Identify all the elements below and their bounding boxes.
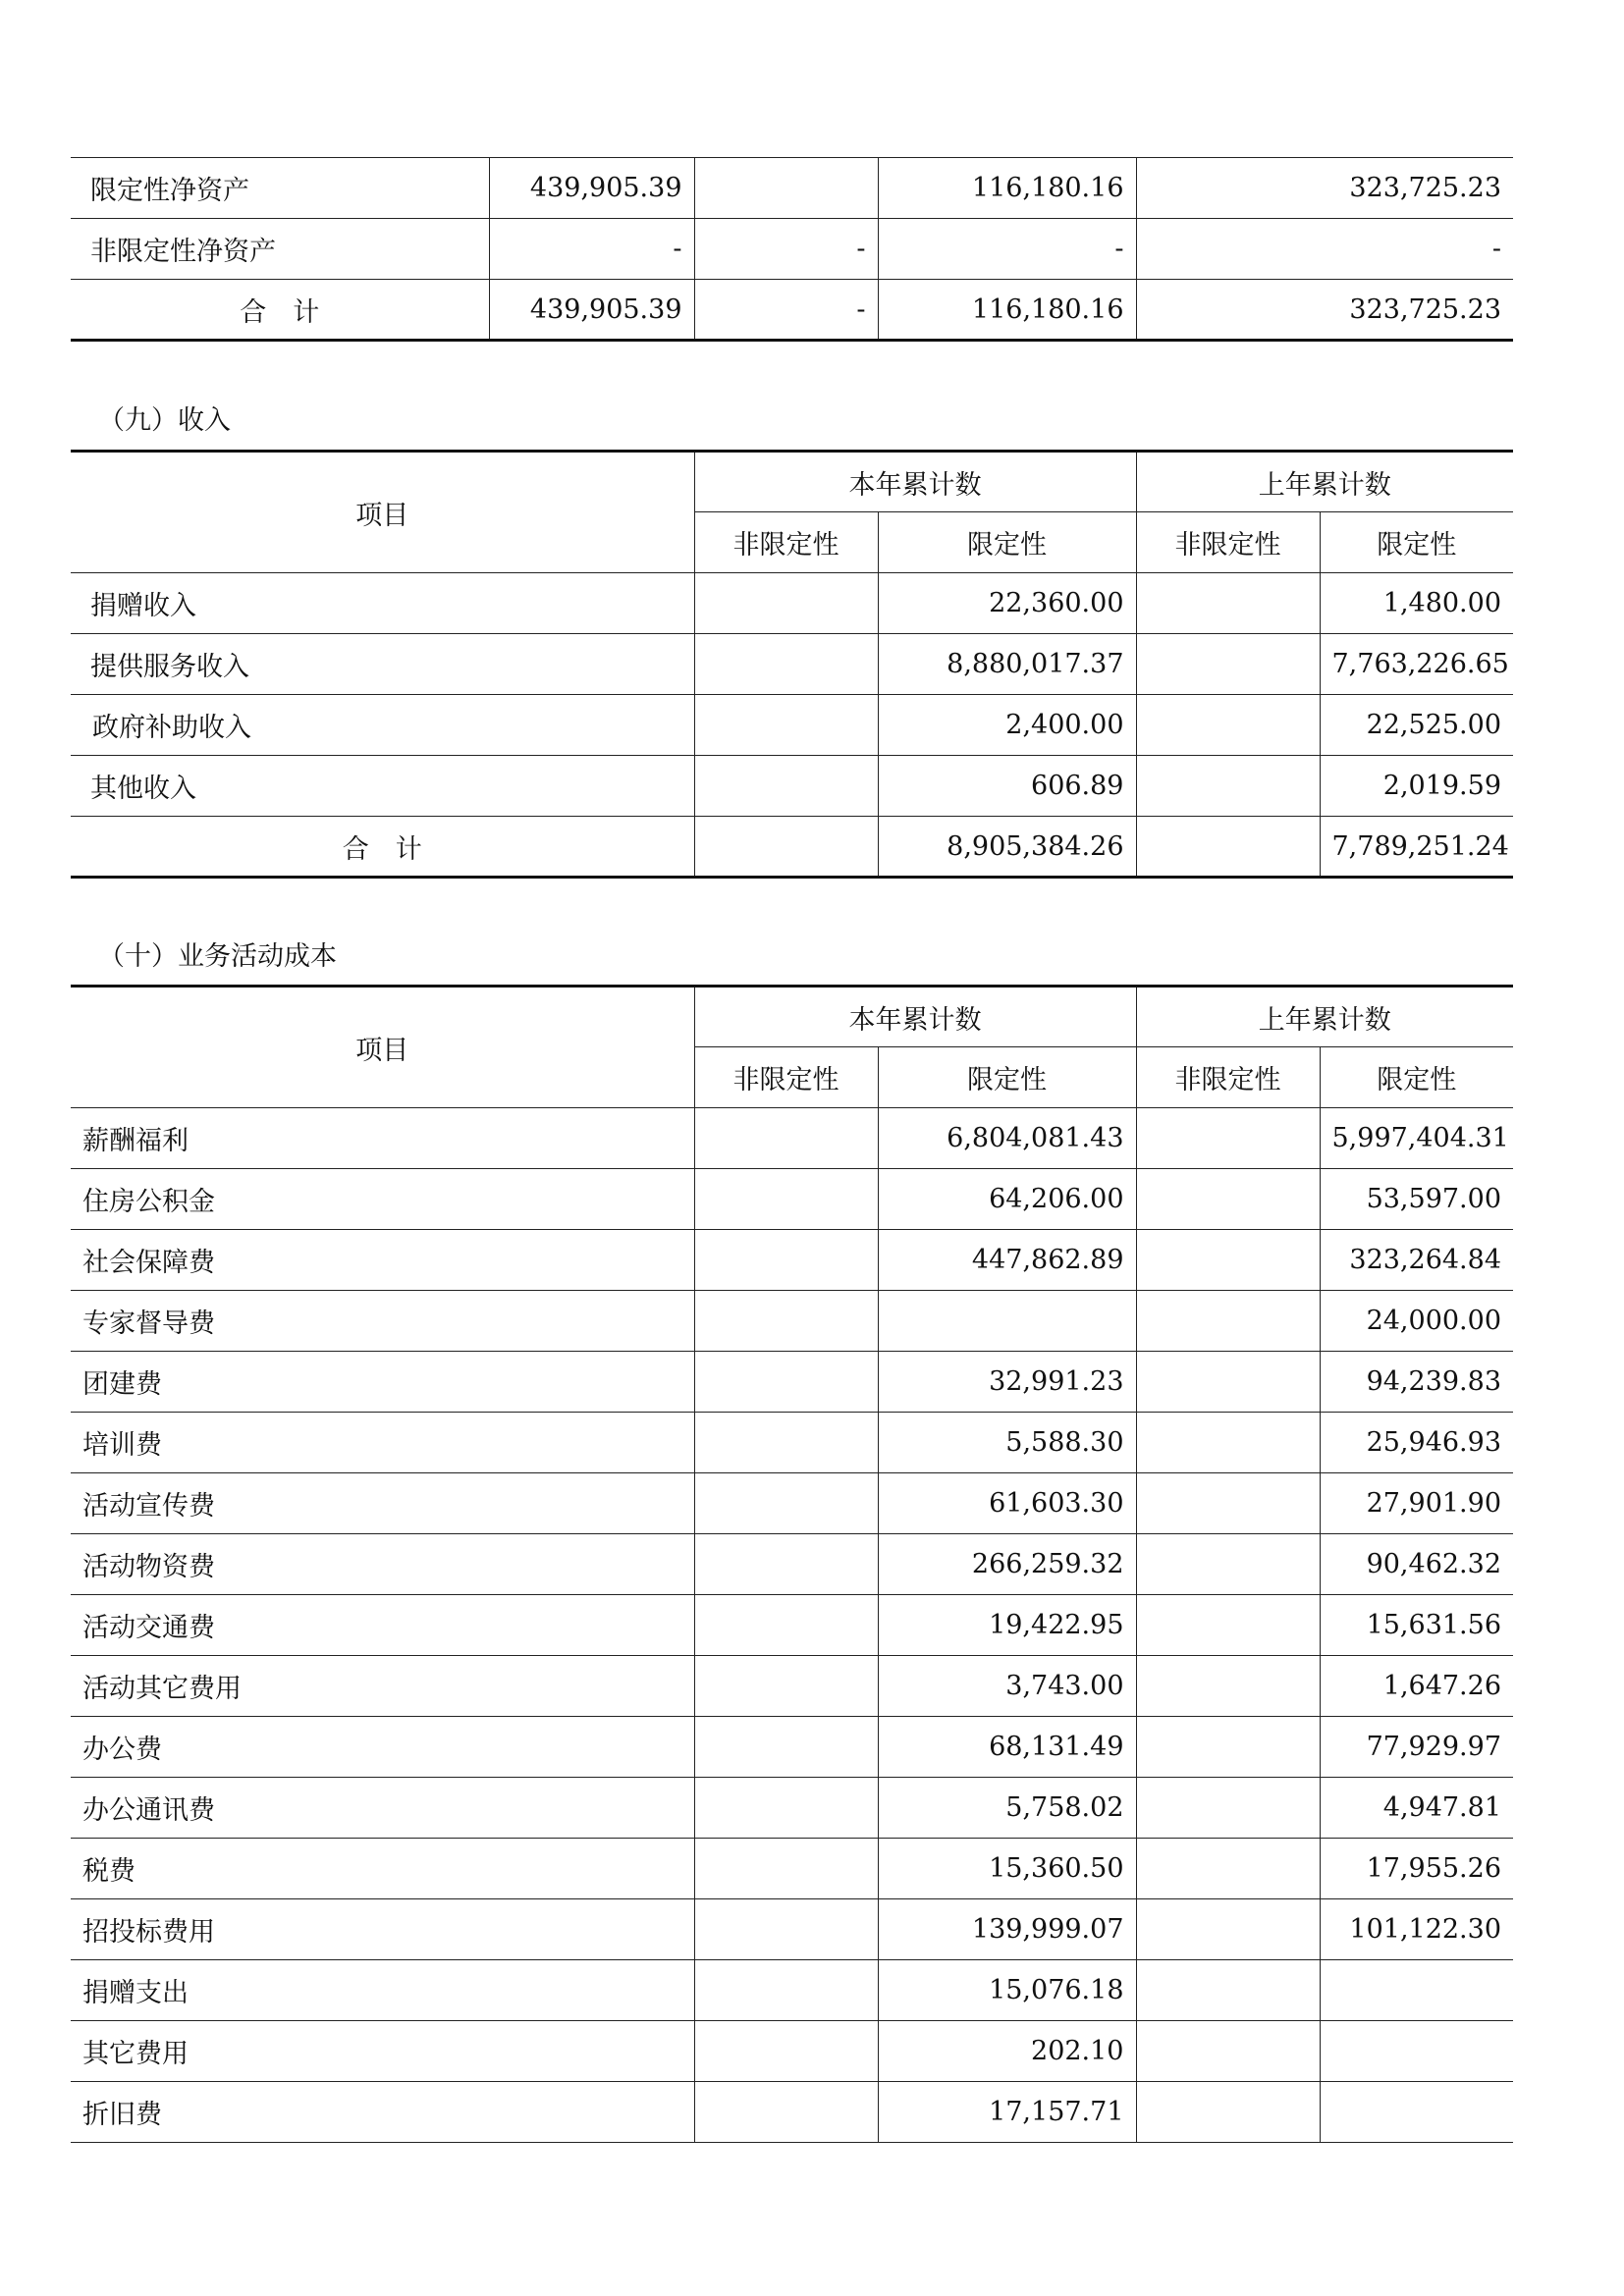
net-assets-table [71, 157, 1513, 342]
row-value [1136, 1534, 1320, 1595]
total-value [1136, 817, 1320, 878]
table-row [71, 1108, 1513, 1169]
income-header-item: 项目 [71, 452, 694, 573]
row-value: 5,997,404.31 [1320, 1108, 1513, 1169]
row-value [694, 756, 878, 817]
income-header-last-year: 上年累计数 [1136, 452, 1513, 512]
row-value [694, 1899, 878, 1960]
row-value: 139,999.07 [878, 1899, 1136, 1960]
row-value: 606.89 [878, 756, 1136, 817]
costs-header-last-year: 上年累计数 [1136, 987, 1513, 1047]
row-value: 266,259.32 [878, 1534, 1136, 1595]
row-value: - [1136, 219, 1513, 280]
row-value [694, 1230, 878, 1291]
row-value: 68,131.49 [878, 1717, 1136, 1778]
row-value: 1,647.26 [1320, 1656, 1513, 1717]
row-value: 4,947.81 [1320, 1778, 1513, 1839]
row-value [1136, 756, 1320, 817]
income-header-row-1 [71, 452, 1513, 512]
row-value: 7,763,226.65 [1320, 634, 1513, 695]
row-label: 活动其它费用 [71, 1656, 694, 1717]
row-value [1136, 1473, 1320, 1534]
row-value [694, 1413, 878, 1473]
costs-header-cur-restricted: 限定性 [878, 1047, 1136, 1108]
costs-header-item: 项目 [71, 987, 694, 1108]
total-value: 7,789,251.24 [1320, 817, 1513, 878]
table-row [71, 1656, 1513, 1717]
row-value: 3,743.00 [878, 1656, 1136, 1717]
row-label: 活动物资费 [71, 1534, 694, 1595]
row-value: 22,360.00 [878, 573, 1136, 634]
income-header-last-unrestricted: 非限定性 [1136, 512, 1320, 573]
row-value: 24,000.00 [1320, 1291, 1513, 1352]
row-value [694, 695, 878, 756]
row-value [1136, 695, 1320, 756]
row-value [1136, 2021, 1320, 2082]
row-value [694, 1960, 878, 2021]
table-row [71, 158, 1513, 219]
row-value [1136, 573, 1320, 634]
row-label: 捐赠收入 [71, 573, 694, 634]
row-value: 439,905.39 [489, 158, 694, 219]
total-value: - [694, 280, 878, 341]
total-value: 8,905,384.26 [878, 817, 1136, 878]
net-assets-table-body [71, 158, 1513, 341]
row-value: - [878, 219, 1136, 280]
row-value: 116,180.16 [878, 158, 1136, 219]
row-value [694, 573, 878, 634]
row-value [694, 1534, 878, 1595]
total-value: 116,180.16 [878, 280, 1136, 341]
row-value [1320, 1960, 1513, 2021]
table-row [71, 2082, 1513, 2143]
row-value [1136, 1656, 1320, 1717]
income-header-current-year: 本年累计数 [694, 452, 1136, 512]
row-label: 社会保障费 [71, 1230, 694, 1291]
row-label: 非限定性净资产 [71, 219, 489, 280]
row-label: 薪酬福利 [71, 1108, 694, 1169]
row-value: 323,725.23 [1136, 158, 1513, 219]
row-label: 活动宣传费 [71, 1473, 694, 1534]
row-value [694, 158, 878, 219]
row-value: 2,019.59 [1320, 756, 1513, 817]
row-label: 培训费 [71, 1413, 694, 1473]
row-value [1136, 1413, 1320, 1473]
row-value: 64,206.00 [878, 1169, 1136, 1230]
table-row [71, 1899, 1513, 1960]
table-row [71, 1595, 1513, 1656]
row-value [1136, 1717, 1320, 1778]
row-value: 15,631.56 [1320, 1595, 1513, 1656]
row-value: 22,525.00 [1320, 695, 1513, 756]
row-label: 招投标费用 [71, 1899, 694, 1960]
row-label: 住房公积金 [71, 1169, 694, 1230]
costs-header-row-1 [71, 987, 1513, 1047]
row-value [694, 1595, 878, 1656]
row-value [694, 1291, 878, 1352]
table-row [71, 219, 1513, 280]
income-table [71, 450, 1513, 879]
row-value: 94,239.83 [1320, 1352, 1513, 1413]
row-value [694, 1717, 878, 1778]
table-row [71, 756, 1513, 817]
row-value [694, 634, 878, 695]
row-value [1136, 634, 1320, 695]
row-value: - [489, 219, 694, 280]
total-value: 439,905.39 [489, 280, 694, 341]
row-value [694, 1473, 878, 1534]
costs-table [71, 985, 1513, 2143]
row-value [694, 1169, 878, 1230]
income-table-body [71, 452, 1513, 878]
costs-section-title: （十）业务活动成本 [98, 941, 337, 972]
row-label: 限定性净资产 [71, 158, 489, 219]
total-value: 323,725.23 [1136, 280, 1513, 341]
row-value [1136, 1839, 1320, 1899]
row-value: 8,880,017.37 [878, 634, 1136, 695]
table-row [71, 1473, 1513, 1534]
row-value: - [694, 219, 878, 280]
row-value [1136, 1595, 1320, 1656]
row-value [1136, 1230, 1320, 1291]
costs-header-current-year: 本年累计数 [694, 987, 1136, 1047]
row-value [1136, 1960, 1320, 2021]
row-value [1136, 2082, 1320, 2143]
row-value: 17,955.26 [1320, 1839, 1513, 1899]
row-value [1136, 1169, 1320, 1230]
income-header-last-restricted: 限定性 [1320, 512, 1513, 573]
row-value [694, 1839, 878, 1899]
row-value: 25,946.93 [1320, 1413, 1513, 1473]
table-row [71, 1839, 1513, 1899]
row-label: 其它费用 [71, 2021, 694, 2082]
row-value [694, 1778, 878, 1839]
row-label: 捐赠支出 [71, 1960, 694, 2021]
table-row [71, 1534, 1513, 1595]
row-value: 15,360.50 [878, 1839, 1136, 1899]
table-row [71, 1778, 1513, 1839]
row-label: 政府补助收入 [71, 695, 694, 756]
row-value [694, 1656, 878, 1717]
row-value: 5,758.02 [878, 1778, 1136, 1839]
row-value: 53,597.00 [1320, 1169, 1513, 1230]
income-header-cur-restricted: 限定性 [878, 512, 1136, 573]
row-label: 活动交通费 [71, 1595, 694, 1656]
table-row [71, 1960, 1513, 2021]
table-row [71, 695, 1513, 756]
row-value [1136, 1291, 1320, 1352]
costs-header-last-unrestricted: 非限定性 [1136, 1047, 1320, 1108]
costs-table-body [71, 987, 1513, 2143]
costs-header-last-restricted: 限定性 [1320, 1047, 1513, 1108]
income-header-cur-unrestricted: 非限定性 [694, 512, 878, 573]
table-row [71, 1413, 1513, 1473]
row-value [694, 1352, 878, 1413]
row-label: 办公费 [71, 1717, 694, 1778]
total-label: 合 计 [71, 817, 694, 878]
row-value [1136, 1352, 1320, 1413]
row-value [694, 2021, 878, 2082]
table-row [71, 2021, 1513, 2082]
row-label: 专家督导费 [71, 1291, 694, 1352]
row-value: 32,991.23 [878, 1352, 1136, 1413]
row-value [1136, 1778, 1320, 1839]
row-value: 77,929.97 [1320, 1717, 1513, 1778]
row-value: 202.10 [878, 2021, 1136, 2082]
row-value: 90,462.32 [1320, 1534, 1513, 1595]
total-row [71, 280, 1513, 341]
total-row [71, 817, 1513, 878]
row-value [1320, 2021, 1513, 2082]
table-row [71, 1352, 1513, 1413]
row-value [878, 1291, 1136, 1352]
row-value: 17,157.71 [878, 2082, 1136, 2143]
row-label: 税费 [71, 1839, 694, 1899]
row-value [694, 2082, 878, 2143]
table-row [71, 1717, 1513, 1778]
total-label: 合 计 [71, 280, 489, 341]
table-row [71, 1230, 1513, 1291]
total-value [694, 817, 878, 878]
table-row [71, 634, 1513, 695]
row-value [1320, 2082, 1513, 2143]
row-value: 15,076.18 [878, 1960, 1136, 2021]
row-label: 办公通讯费 [71, 1778, 694, 1839]
income-section-title: （九）收入 [98, 405, 231, 436]
row-value: 447,862.89 [878, 1230, 1136, 1291]
row-value: 61,603.30 [878, 1473, 1136, 1534]
row-value: 6,804,081.43 [878, 1108, 1136, 1169]
table-row [71, 573, 1513, 634]
table-row [71, 1169, 1513, 1230]
row-value: 1,480.00 [1320, 573, 1513, 634]
row-label: 折旧费 [71, 2082, 694, 2143]
row-label: 提供服务收入 [71, 634, 694, 695]
row-value [694, 1108, 878, 1169]
row-value: 101,122.30 [1320, 1899, 1513, 1960]
row-value: 323,264.84 [1320, 1230, 1513, 1291]
row-value: 19,422.95 [878, 1595, 1136, 1656]
row-value [1136, 1899, 1320, 1960]
table-row [71, 1291, 1513, 1352]
costs-header-cur-unrestricted: 非限定性 [694, 1047, 878, 1108]
row-label: 其他收入 [71, 756, 694, 817]
row-value [1136, 1108, 1320, 1169]
row-label: 团建费 [71, 1352, 694, 1413]
row-value: 2,400.00 [878, 695, 1136, 756]
row-value: 27,901.90 [1320, 1473, 1513, 1534]
row-value: 5,588.30 [878, 1413, 1136, 1473]
